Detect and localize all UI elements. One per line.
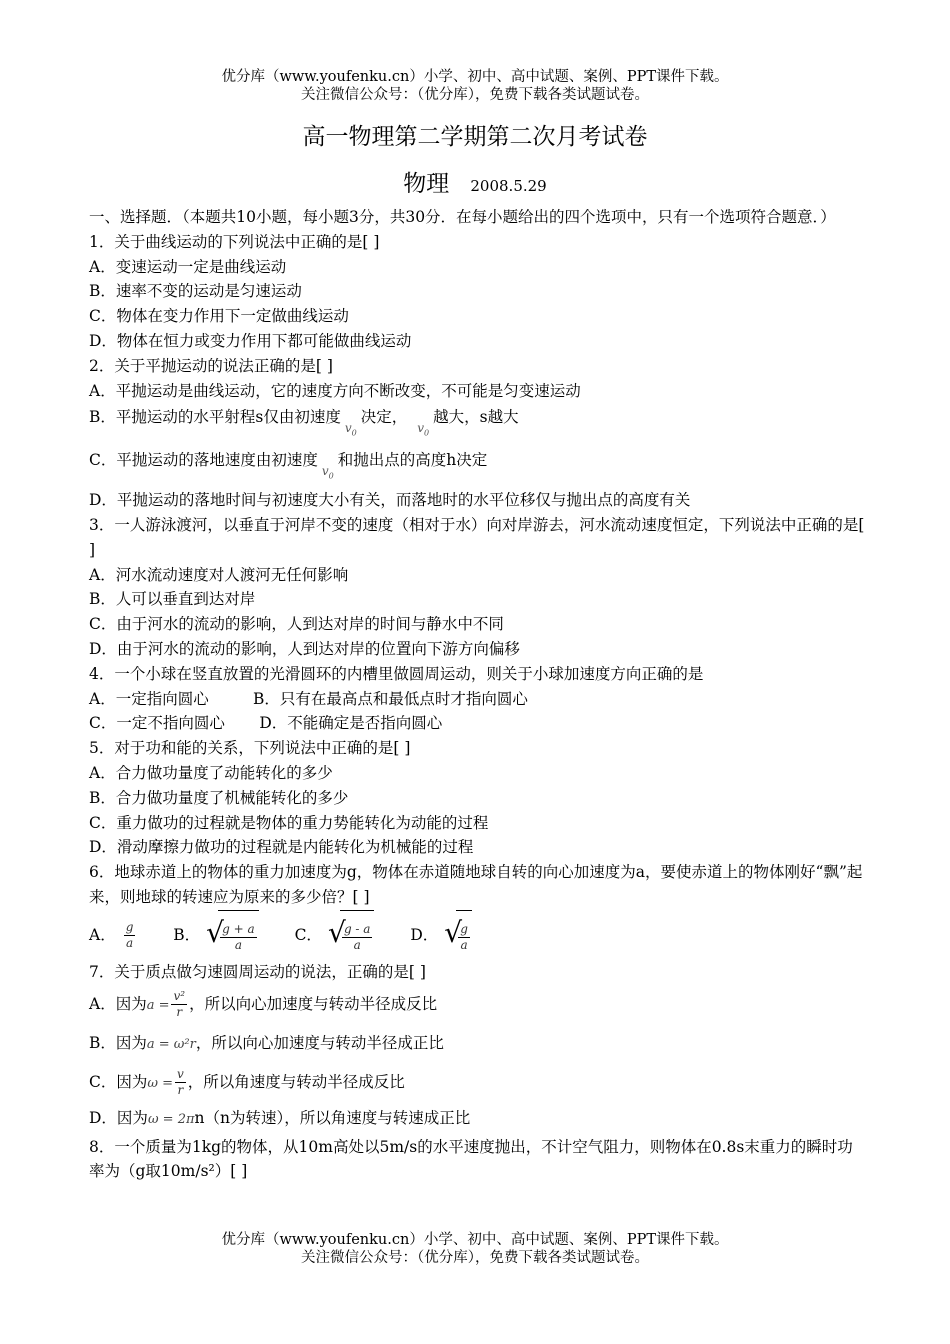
q6-options (89, 910, 867, 960)
q3-option-a: A．河水流动速度对人渡河无任何影响 (89, 565, 349, 584)
q6-stem: 6．地球赤道上的物体的重力加速度为g，物体在赤道随地球自转的向心加速度为a，要使赤道上的物体刚好“飘”起来，则地球的转速应为原来的多少倍？[ ] (89, 863, 863, 906)
q1-stem: 1．关于曲线运动的下列说法中正确的是[ ] (89, 232, 380, 251)
q7-stem: 7．关于质点做匀速圆周运动的说法，正确的是[ ] (89, 962, 426, 981)
q1-option-a: A．变速运动一定是曲线运动 (89, 257, 287, 276)
q4-options-cd: C．一定不指向圆心 D．不能确定是否指向圆心 (89, 714, 443, 733)
page-subtitle (0, 165, 950, 198)
q8-stem: 8．一个质量为1kg的物体，从10m高处以5m/s的水平速度抛出，不计空气阻力，则物体在0.8s末重力的瞬时功率为（g取10m/s²）[ ] (89, 1137, 853, 1181)
footer-line-2: 关注微信公众号：（优分库），免费下载各类试题试卷。 (301, 1250, 649, 1266)
q3-option-c: C．由于河水的流动的影响，人到达对岸的时间与静水中不同 (89, 615, 504, 634)
q2-stem: 2．关于平抛运动的说法正确的是[ ] (89, 356, 333, 375)
subject-label: 物理 (403, 171, 450, 197)
v0-symbol: v0 (344, 421, 357, 438)
q4-options-ab: A．一定指向圆心 B．只有在最高点和最低点时才指向圆心 (89, 689, 528, 708)
q3-option-b: B．人可以垂直到达对岸 (89, 590, 256, 609)
q6-option-a-label: A． (89, 925, 116, 944)
q2-option-c: C．平抛运动的落地速度由初速度$_{v_0}$和抛出点的高度h决定 (89, 450, 488, 481)
q3-stem: 3．一人游泳渡河，以垂直于河岸不变的速度（相对于水）向对岸游去，河水流动速度恒定，下列说法中正确的是[ ] (89, 515, 865, 559)
q1-option-b: B．速率不变的运动是匀速运动 (89, 282, 302, 301)
q5-option-b: B．合力做功量度了机械能转化的多少 (89, 788, 349, 807)
q5-option-c: C．重力做功的过程就是物体的重力势能转化为动能的过程 (89, 813, 489, 832)
q6-option-d-formula: √ $\frac{g}{a}$ (444, 910, 472, 962)
q2-option-d: D．平抛运动的落地时间与初速度大小有关，而落地时的水平位移仅与抛出点的高度有关 (89, 491, 691, 510)
v0-symbol: v0 (417, 421, 430, 438)
q2-option-b: B．平抛运动的水平射程s仅由初速度$_{v_0}$决定，$_{v_0}$越大，s越大 (89, 408, 519, 438)
q1-option-c: C．物体在变力作用下一定做曲线运动 (89, 307, 349, 326)
q4-stem: 4．一个小球在竖直放置的光滑圆环的内槽里做圆周运动，则关于小球加速度方向正确的是 (89, 664, 704, 683)
q6-option-c-label: C． (294, 925, 322, 944)
q5-option-d: D．滑动摩擦力做功的过程就是内能转化为机械能的过程 (89, 838, 474, 857)
q7-option-d: D．因为ω = 2πn（n为转速），所以角速度与转速成正比 (89, 1108, 471, 1127)
exam-date: 2008.5.29 (470, 177, 547, 195)
q6-option-d-label: D． (410, 925, 439, 944)
page-title: 高一物理第二学期第二次月考试卷 (302, 124, 648, 150)
header-line-1: 优分库（www.youfenku.cn）小学、初中、高中试题、案例、PPT课件下载。 (221, 69, 729, 85)
q5-option-a: A．合力做功量度了动能转化的多少 (89, 763, 333, 782)
section-heading: 一、选择题．（本题共10小题，每小题3分，共30分．在每小题给出的四个选项中，只有一个选项符合题意．） (89, 208, 836, 226)
q7-option-b: B．因为a = ω²r，所以向心加速度与转动半径成正比 (89, 1033, 444, 1052)
q6-option-b-label: B． (173, 925, 201, 944)
q3-option-d: D．由于河水的流动的影响，人到达对岸的位置向下游方向偏移 (89, 639, 520, 658)
q6-option-b-formula: √ $\frac{g + a}{a}$ (206, 910, 259, 962)
q7-option-c: C．因为ω = $\frac{v}{r}$ ，所以角速度与转动半径成反比 (89, 1067, 405, 1097)
q7-option-a: A．因为a = $\frac{\text{v²}}{r}$ ，所以向心加速度与转动半径成反比 (89, 989, 438, 1019)
footer-line-1: 优分库（www.youfenku.cn）小学、初中、高中试题、案例、PPT课件下载。 (221, 1232, 729, 1248)
header-line-2: 关注微信公众号：（优分库），免费下载各类试题试卷。 (301, 87, 649, 103)
q1-option-d: D．物体在恒力或变力作用下都可能做曲线运动 (89, 331, 412, 350)
v0-symbol: v0 (321, 463, 334, 481)
q5-stem: 5．对于功和能的关系，下列说法中正确的是[ ] (89, 739, 411, 758)
q6-option-c-formula: √ $\frac{g - a}{a}$ (328, 910, 375, 962)
q2-option-a: A．平抛运动是曲线运动，它的速度方向不断改变，不可能是匀变速运动 (89, 381, 581, 400)
question-body (89, 205, 867, 1184)
q6-option-a-formula: $\frac{g}{a}$ (125, 920, 134, 951)
